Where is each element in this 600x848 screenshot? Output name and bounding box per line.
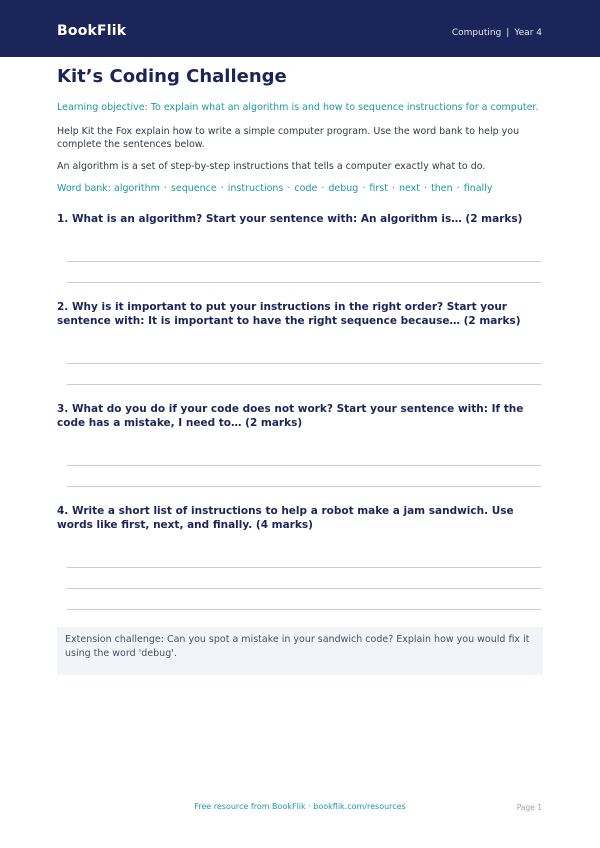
word-bank-separator: · [163,183,167,194]
answer-line[interactable] [67,364,541,385]
answer-line[interactable] [67,343,541,364]
question-text: 4. Write a short list of instructions to help a robot make a jam sandwich. Use words like first, next, and finally. (4 marks) [57,505,514,531]
worksheet-content [57,66,543,675]
answer-lines [67,241,541,283]
word-bank-word: code [294,183,318,194]
word-bank-separator: · [424,183,428,194]
page-header [0,0,600,57]
answer-line[interactable] [67,547,541,568]
question-block [57,402,543,487]
answer-line[interactable] [67,262,541,283]
extension-challenge: Extension challenge: Can you spot a mistake in your sandwich code? Explain how you would fix it using the word 'debug'. [57,627,543,675]
word-bank-word: finally [463,183,493,194]
intro-text: Help Kit the Fox explain how to write a simple computer program. Use the word bank to help you complete the sentences below. [57,126,520,150]
word-bank-word: debug [328,183,359,194]
page-number: Page 1 [516,803,542,812]
question-block [57,504,543,610]
word-bank-separator: · [321,183,325,194]
subject-name: Computing [451,28,502,38]
word-bank-word: algorithm [114,183,160,194]
brand-logo: BookFlik [57,23,127,39]
year-label: Year 4 [514,28,542,38]
word-bank-separator: · [391,183,395,194]
answer-lines [67,445,541,487]
word-bank-separator: · [362,183,366,194]
question-text: 2. Why is it important to put your instructions in the right order? Start your sentence with: It is important to have the right sequence because… (2 marks) [57,301,521,327]
answer-lines [67,547,541,610]
learning-objective: Learning objective: To explain what an algorithm is and how to sequence instructions for a computer. [57,102,539,113]
question-text: 1. What is an algorithm? Start your sentence with: An algorithm is… (2 marks) [57,213,523,225]
word-bank-word: then [431,183,453,194]
answer-line[interactable] [67,589,541,610]
word-bank-word: next [398,183,421,194]
answer-line[interactable] [67,466,541,487]
question-block [57,300,543,385]
worksheet-title: Kit’s Coding Challenge [57,66,287,87]
word-bank [57,182,543,195]
word-bank-word: sequence [170,183,217,194]
subject-label [452,28,542,38]
word-bank-separator: · [456,183,460,194]
answer-line[interactable] [67,445,541,466]
question-text: 3. What do you do if your code does not work? Start your sentence with: If the code has a mistake, I need to… (2 marks) [57,403,524,429]
word-bank-word: first [369,183,388,194]
footer-text: Free resource from BookFlik · bookflik.com/resources [194,802,406,811]
question-block [57,212,543,283]
subject-separator: | [506,28,510,38]
word-bank-label: Word bank: [57,183,112,194]
word-bank-words [114,183,492,194]
word-bank-separator: · [287,183,291,194]
answer-line[interactable] [67,568,541,589]
word-bank-word: instructions [227,183,284,194]
word-bank-separator: · [220,183,224,194]
answer-line[interactable] [67,241,541,262]
algorithm-definition: An algorithm is a set of step-by-step instructions that tells a computer exactly what to do. [57,161,486,172]
answer-lines [67,343,541,385]
questions-list [57,212,543,610]
